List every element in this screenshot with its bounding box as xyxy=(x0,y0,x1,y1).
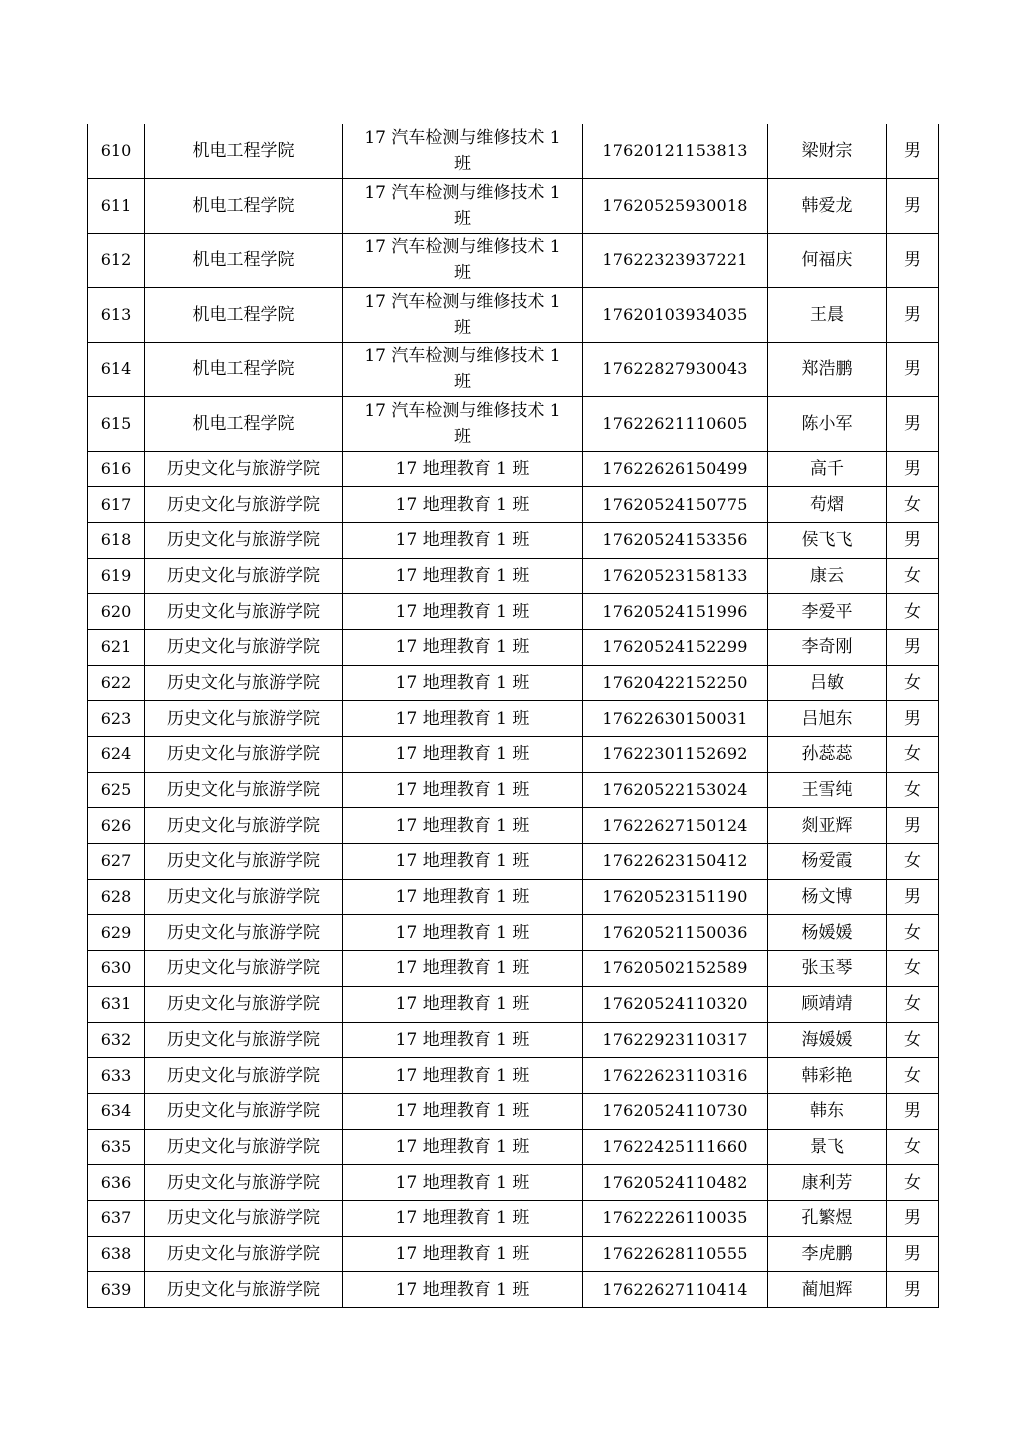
row-number: 631 xyxy=(88,986,145,1022)
college-cell: 历史文化与旅游学院 xyxy=(145,1200,343,1236)
class-text: 17 汽车检测与维修技术 1 班 xyxy=(364,400,561,447)
row-number: 616 xyxy=(88,451,145,487)
student-id-cell: 17622623150412 xyxy=(583,844,768,880)
student-id-cell: 17620525930018 xyxy=(583,179,768,234)
table-row xyxy=(88,124,939,179)
name-cell: 陈小军 xyxy=(768,397,887,452)
gender-cell: 男 xyxy=(887,1093,939,1129)
college-cell: 历史文化与旅游学院 xyxy=(145,594,343,630)
row-number: 619 xyxy=(88,558,145,594)
student-id-cell: 17620422152250 xyxy=(583,665,768,701)
row-number: 623 xyxy=(88,701,145,737)
row-number: 630 xyxy=(88,951,145,987)
gender-cell: 男 xyxy=(887,451,939,487)
gender-cell: 女 xyxy=(887,487,939,523)
gender-cell: 男 xyxy=(887,879,939,915)
college-cell: 历史文化与旅游学院 xyxy=(145,558,343,594)
row-number: 629 xyxy=(88,915,145,951)
class-text: 17 地理教育 1 班 xyxy=(395,601,530,622)
college-cell: 历史文化与旅游学院 xyxy=(145,1058,343,1094)
student-id-cell: 17622626150499 xyxy=(583,451,768,487)
row-number: 636 xyxy=(88,1165,145,1201)
college-cell: 历史文化与旅游学院 xyxy=(145,629,343,665)
name-cell: 剡亚辉 xyxy=(768,808,887,844)
class-cell xyxy=(343,124,583,179)
student-id-cell: 17622621110605 xyxy=(583,397,768,452)
class-cell xyxy=(343,915,583,951)
table-row xyxy=(88,629,939,665)
table-row xyxy=(88,1165,939,1201)
class-text: 17 地理教育 1 班 xyxy=(395,958,530,979)
class-cell xyxy=(343,844,583,880)
gender-cell: 男 xyxy=(887,522,939,558)
student-id-cell: 17622630150031 xyxy=(583,701,768,737)
row-number: 610 xyxy=(88,124,145,179)
college-cell: 历史文化与旅游学院 xyxy=(145,951,343,987)
gender-cell: 女 xyxy=(887,915,939,951)
class-text: 17 地理教育 1 班 xyxy=(395,1208,530,1229)
class-text: 17 地理教育 1 班 xyxy=(395,1172,530,1193)
college-cell: 历史文化与旅游学院 xyxy=(145,487,343,523)
class-cell xyxy=(343,701,583,737)
roster-body xyxy=(88,124,939,1308)
row-number: 638 xyxy=(88,1236,145,1272)
name-cell: 杨爱霞 xyxy=(768,844,887,880)
class-text: 17 地理教育 1 班 xyxy=(395,1065,530,1086)
student-id-cell: 17620524150775 xyxy=(583,487,768,523)
college-cell: 历史文化与旅游学院 xyxy=(145,879,343,915)
college-cell: 历史文化与旅游学院 xyxy=(145,1272,343,1308)
table-row xyxy=(88,397,939,452)
student-id-cell: 17622623110316 xyxy=(583,1058,768,1094)
gender-cell: 女 xyxy=(887,1022,939,1058)
table-row xyxy=(88,951,939,987)
gender-cell: 女 xyxy=(887,772,939,808)
student-id-cell: 17620502152589 xyxy=(583,951,768,987)
table-row xyxy=(88,594,939,630)
table-row xyxy=(88,772,939,808)
class-text: 17 地理教育 1 班 xyxy=(395,494,530,515)
table-row xyxy=(88,808,939,844)
name-cell: 杨媛媛 xyxy=(768,915,887,951)
gender-cell: 男 xyxy=(887,629,939,665)
table-row xyxy=(88,915,939,951)
class-cell xyxy=(343,233,583,288)
class-text: 17 地理教育 1 班 xyxy=(395,780,530,801)
gender-cell: 男 xyxy=(887,342,939,397)
student-id-cell: 17622425111660 xyxy=(583,1129,768,1165)
gender-cell: 男 xyxy=(887,1272,939,1308)
name-cell: 梁财宗 xyxy=(768,124,887,179)
class-cell xyxy=(343,879,583,915)
row-number: 618 xyxy=(88,522,145,558)
row-number: 615 xyxy=(88,397,145,452)
table-row xyxy=(88,986,939,1022)
name-cell: 康云 xyxy=(768,558,887,594)
class-cell xyxy=(343,986,583,1022)
table-row xyxy=(88,701,939,737)
name-cell: 康利芳 xyxy=(768,1165,887,1201)
student-id-cell: 17622923110317 xyxy=(583,1022,768,1058)
class-cell xyxy=(343,629,583,665)
student-id-cell: 17620523158133 xyxy=(583,558,768,594)
college-cell: 历史文化与旅游学院 xyxy=(145,522,343,558)
row-number: 626 xyxy=(88,808,145,844)
student-id-cell: 17622628110555 xyxy=(583,1236,768,1272)
gender-cell: 女 xyxy=(887,986,939,1022)
row-number: 617 xyxy=(88,487,145,523)
student-id-cell: 17620521150036 xyxy=(583,915,768,951)
student-id-cell: 17620524151996 xyxy=(583,594,768,630)
class-cell xyxy=(343,1165,583,1201)
college-cell: 机电工程学院 xyxy=(145,397,343,452)
class-cell xyxy=(343,288,583,343)
student-id-cell: 17620524110730 xyxy=(583,1093,768,1129)
gender-cell: 男 xyxy=(887,1200,939,1236)
college-cell: 历史文化与旅游学院 xyxy=(145,772,343,808)
name-cell: 吕旭东 xyxy=(768,701,887,737)
student-id-cell: 17622323937221 xyxy=(583,233,768,288)
class-cell xyxy=(343,1058,583,1094)
class-text: 17 地理教育 1 班 xyxy=(395,1101,530,1122)
gender-cell: 男 xyxy=(887,1236,939,1272)
student-id-cell: 17622627150124 xyxy=(583,808,768,844)
student-id-cell: 17620524153356 xyxy=(583,522,768,558)
table-row xyxy=(88,1093,939,1129)
table-row xyxy=(88,233,939,288)
class-text: 17 地理教育 1 班 xyxy=(395,708,530,729)
college-cell: 历史文化与旅游学院 xyxy=(145,1093,343,1129)
student-id-cell: 17622301152692 xyxy=(583,737,768,773)
college-cell: 机电工程学院 xyxy=(145,179,343,234)
class-cell xyxy=(343,522,583,558)
gender-cell: 女 xyxy=(887,1165,939,1201)
class-cell xyxy=(343,737,583,773)
table-row xyxy=(88,451,939,487)
college-cell: 历史文化与旅游学院 xyxy=(145,451,343,487)
name-cell: 韩爱龙 xyxy=(768,179,887,234)
student-id-cell: 17620524152299 xyxy=(583,629,768,665)
row-number: 632 xyxy=(88,1022,145,1058)
gender-cell: 男 xyxy=(887,701,939,737)
class-text: 17 地理教育 1 班 xyxy=(395,565,530,586)
name-cell: 郑浩鹏 xyxy=(768,342,887,397)
class-cell xyxy=(343,487,583,523)
table-row xyxy=(88,179,939,234)
row-number: 625 xyxy=(88,772,145,808)
name-cell: 侯飞飞 xyxy=(768,522,887,558)
table-row xyxy=(88,522,939,558)
table-row xyxy=(88,558,939,594)
table-row xyxy=(88,1022,939,1058)
row-number: 620 xyxy=(88,594,145,630)
gender-cell: 女 xyxy=(887,844,939,880)
college-cell: 历史文化与旅游学院 xyxy=(145,1129,343,1165)
name-cell: 韩彩艳 xyxy=(768,1058,887,1094)
class-text: 17 地理教育 1 班 xyxy=(395,530,530,551)
class-text: 17 地理教育 1 班 xyxy=(395,1243,530,1264)
row-number: 627 xyxy=(88,844,145,880)
name-cell: 王晨 xyxy=(768,288,887,343)
table-row xyxy=(88,342,939,397)
gender-cell: 女 xyxy=(887,737,939,773)
name-cell: 海媛媛 xyxy=(768,1022,887,1058)
class-text: 17 地理教育 1 班 xyxy=(395,672,530,693)
class-text: 17 地理教育 1 班 xyxy=(395,1279,530,1300)
class-text: 17 汽车检测与维修技术 1 班 xyxy=(364,237,561,284)
table-row xyxy=(88,487,939,523)
student-roster-table xyxy=(87,124,939,1308)
gender-cell: 女 xyxy=(887,951,939,987)
class-text: 17 地理教育 1 班 xyxy=(395,744,530,765)
row-number: 624 xyxy=(88,737,145,773)
class-cell xyxy=(343,1236,583,1272)
class-text: 17 地理教育 1 班 xyxy=(395,922,530,943)
class-cell xyxy=(343,451,583,487)
class-text: 17 地理教育 1 班 xyxy=(395,887,530,908)
gender-cell: 女 xyxy=(887,1058,939,1094)
name-cell: 李虎鹏 xyxy=(768,1236,887,1272)
college-cell: 机电工程学院 xyxy=(145,288,343,343)
name-cell: 李奇刚 xyxy=(768,629,887,665)
gender-cell: 女 xyxy=(887,665,939,701)
row-number: 634 xyxy=(88,1093,145,1129)
name-cell: 景飞 xyxy=(768,1129,887,1165)
class-cell xyxy=(343,594,583,630)
table-row xyxy=(88,288,939,343)
table-row xyxy=(88,1129,939,1165)
row-number: 614 xyxy=(88,342,145,397)
class-text: 17 汽车检测与维修技术 1 班 xyxy=(364,182,561,229)
class-text: 17 地理教育 1 班 xyxy=(395,637,530,658)
table-row xyxy=(88,879,939,915)
college-cell: 机电工程学院 xyxy=(145,233,343,288)
college-cell: 机电工程学院 xyxy=(145,124,343,179)
table-row xyxy=(88,1200,939,1236)
row-number: 621 xyxy=(88,629,145,665)
name-cell: 韩东 xyxy=(768,1093,887,1129)
row-number: 639 xyxy=(88,1272,145,1308)
row-number: 622 xyxy=(88,665,145,701)
name-cell: 高千 xyxy=(768,451,887,487)
name-cell: 孙蕊蕊 xyxy=(768,737,887,773)
class-text: 17 地理教育 1 班 xyxy=(395,851,530,872)
student-id-cell: 17620523151190 xyxy=(583,879,768,915)
gender-cell: 男 xyxy=(887,124,939,179)
row-number: 612 xyxy=(88,233,145,288)
student-id-cell: 17622827930043 xyxy=(583,342,768,397)
row-number: 637 xyxy=(88,1200,145,1236)
table-row xyxy=(88,1058,939,1094)
class-text: 17 汽车检测与维修技术 1 班 xyxy=(364,346,561,393)
college-cell: 历史文化与旅游学院 xyxy=(145,1236,343,1272)
college-cell: 历史文化与旅游学院 xyxy=(145,665,343,701)
student-id-cell: 17620121153813 xyxy=(583,124,768,179)
name-cell: 何福庆 xyxy=(768,233,887,288)
gender-cell: 男 xyxy=(887,179,939,234)
college-cell: 历史文化与旅游学院 xyxy=(145,986,343,1022)
class-cell xyxy=(343,397,583,452)
class-cell xyxy=(343,1129,583,1165)
row-number: 613 xyxy=(88,288,145,343)
class-cell xyxy=(343,951,583,987)
class-cell xyxy=(343,1022,583,1058)
gender-cell: 男 xyxy=(887,808,939,844)
name-cell: 张玉琴 xyxy=(768,951,887,987)
table-row xyxy=(88,844,939,880)
student-id-cell: 17620524110320 xyxy=(583,986,768,1022)
name-cell: 杨文博 xyxy=(768,879,887,915)
class-text: 17 汽车检测与维修技术 1 班 xyxy=(364,291,561,338)
student-id-cell: 17620522153024 xyxy=(583,772,768,808)
class-cell xyxy=(343,558,583,594)
gender-cell: 女 xyxy=(887,594,939,630)
class-text: 17 地理教育 1 班 xyxy=(395,994,530,1015)
name-cell: 李爱平 xyxy=(768,594,887,630)
student-id-cell: 17620524110482 xyxy=(583,1165,768,1201)
class-text: 17 汽车检测与维修技术 1 班 xyxy=(364,128,561,174)
name-cell: 苟熠 xyxy=(768,487,887,523)
gender-cell: 男 xyxy=(887,233,939,288)
row-number: 628 xyxy=(88,879,145,915)
gender-cell: 女 xyxy=(887,1129,939,1165)
college-cell: 历史文化与旅游学院 xyxy=(145,915,343,951)
college-cell: 机电工程学院 xyxy=(145,342,343,397)
name-cell: 孔繁煜 xyxy=(768,1200,887,1236)
table-row xyxy=(88,737,939,773)
class-cell xyxy=(343,808,583,844)
row-number: 635 xyxy=(88,1129,145,1165)
college-cell: 历史文化与旅游学院 xyxy=(145,1022,343,1058)
college-cell: 历史文化与旅游学院 xyxy=(145,844,343,880)
class-text: 17 地理教育 1 班 xyxy=(395,1029,530,1050)
student-id-cell: 17622226110035 xyxy=(583,1200,768,1236)
class-cell xyxy=(343,1093,583,1129)
student-id-cell: 17620103934035 xyxy=(583,288,768,343)
class-cell xyxy=(343,1272,583,1308)
gender-cell: 女 xyxy=(887,558,939,594)
college-cell: 历史文化与旅游学院 xyxy=(145,808,343,844)
name-cell: 吕敏 xyxy=(768,665,887,701)
table-row xyxy=(88,665,939,701)
table-row xyxy=(88,1236,939,1272)
student-id-cell: 17622627110414 xyxy=(583,1272,768,1308)
class-text: 17 地理教育 1 班 xyxy=(395,815,530,836)
name-cell: 王雪纯 xyxy=(768,772,887,808)
name-cell: 蔺旭辉 xyxy=(768,1272,887,1308)
class-text: 17 地理教育 1 班 xyxy=(395,1136,530,1157)
gender-cell: 男 xyxy=(887,288,939,343)
college-cell: 历史文化与旅游学院 xyxy=(145,1165,343,1201)
row-number: 633 xyxy=(88,1058,145,1094)
college-cell: 历史文化与旅游学院 xyxy=(145,701,343,737)
table-row xyxy=(88,1272,939,1308)
class-cell xyxy=(343,772,583,808)
class-cell xyxy=(343,179,583,234)
class-cell xyxy=(343,1200,583,1236)
name-cell: 顾靖靖 xyxy=(768,986,887,1022)
row-number: 611 xyxy=(88,179,145,234)
class-cell xyxy=(343,665,583,701)
gender-cell: 男 xyxy=(887,397,939,452)
class-cell xyxy=(343,342,583,397)
college-cell: 历史文化与旅游学院 xyxy=(145,737,343,773)
class-text: 17 地理教育 1 班 xyxy=(395,458,530,479)
